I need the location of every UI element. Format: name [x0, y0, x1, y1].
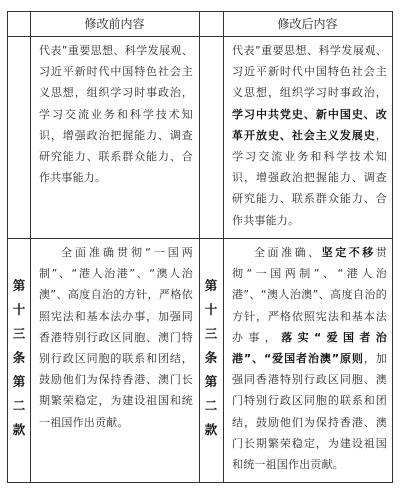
label-char: 款 — [12, 422, 26, 437]
label-char: 第 — [12, 374, 26, 389]
label-char: 十 — [12, 302, 26, 317]
label-char: 第 — [12, 278, 26, 293]
label-char: 十 — [204, 302, 218, 317]
row2-segment: 全面准确、 — [254, 246, 322, 259]
row2-before-text: 全面准确贯彻“一国两制”、“港人治港”、“澳人治澳”、高度自治的方针，严格依照宪法和基本法办事，加强同香港特别行政区同胞、澳门特别行政区同胞的联系和团结，鼓励他们为保持香港、澳门长期繁荣稳定，为建设祖国和统一祖国作出贡献。 — [39, 246, 193, 429]
label-char: 第 — [204, 278, 218, 293]
row1-segment-emphasis: 学习中共党史、新中国史、改革开放史、社会主义发展史 — [232, 107, 387, 142]
row2-segment: ，加强同香港特别行政区同胞、澳门特别行政区同胞的联系和团结，鼓励他们为保持香港、澳门长期繁荣稳定，为建设祖国和统一祖国作出贡献。 — [232, 352, 387, 472]
label-char: 三 — [12, 326, 26, 341]
column-divider — [199, 12, 200, 482]
comparison-table — [7, 11, 393, 483]
row2-segment-emphasis: 落实“爱国者治港”、“爱国者治澳”原则 — [232, 330, 387, 366]
row1-before-text: 代表”重要思想、科学发展观、习近平新时代中国特色社会主义思想，组织学习时事政治，学习交流业务和科学技术知识，增强政治把握能力、调查研究能力、联系群众能力、合作共事能力。 — [39, 44, 193, 185]
row2-after-text — [232, 242, 387, 475]
row2-segment: 贯彻“一国两制”、“港人治港”、“澳人治澳”、高度自治的方针，严格依照宪法和基本法办事， — [232, 246, 388, 344]
row2-label-right — [201, 274, 221, 442]
column-divider — [223, 12, 224, 482]
header-before: 修改前内容 — [84, 17, 145, 31]
row2-segment-emphasis: 坚定不移 — [321, 246, 376, 259]
label-char: 三 — [204, 326, 218, 341]
row-divider — [8, 36, 392, 37]
row1-segment: ，学习交流业务和科学技术知识，增强政治把握能力、调查研究能力、联系群众能力、合作共事能力。 — [232, 128, 387, 227]
label-char: 款 — [204, 422, 218, 437]
row1-segment: 代表”重要思想、科学发展观、习近平新时代中国特色社会主义思想，组织学习时事政治， — [232, 44, 387, 100]
row-divider — [8, 238, 392, 239]
label-char: 二 — [12, 398, 26, 413]
label-char: 条 — [204, 350, 218, 365]
column-divider — [30, 12, 31, 482]
label-char: 二 — [204, 398, 218, 413]
row1-after-text — [232, 40, 387, 231]
label-char: 条 — [12, 350, 26, 365]
header-after: 修改后内容 — [277, 17, 338, 31]
row2-label-left — [9, 274, 29, 442]
label-char: 第 — [204, 374, 218, 389]
